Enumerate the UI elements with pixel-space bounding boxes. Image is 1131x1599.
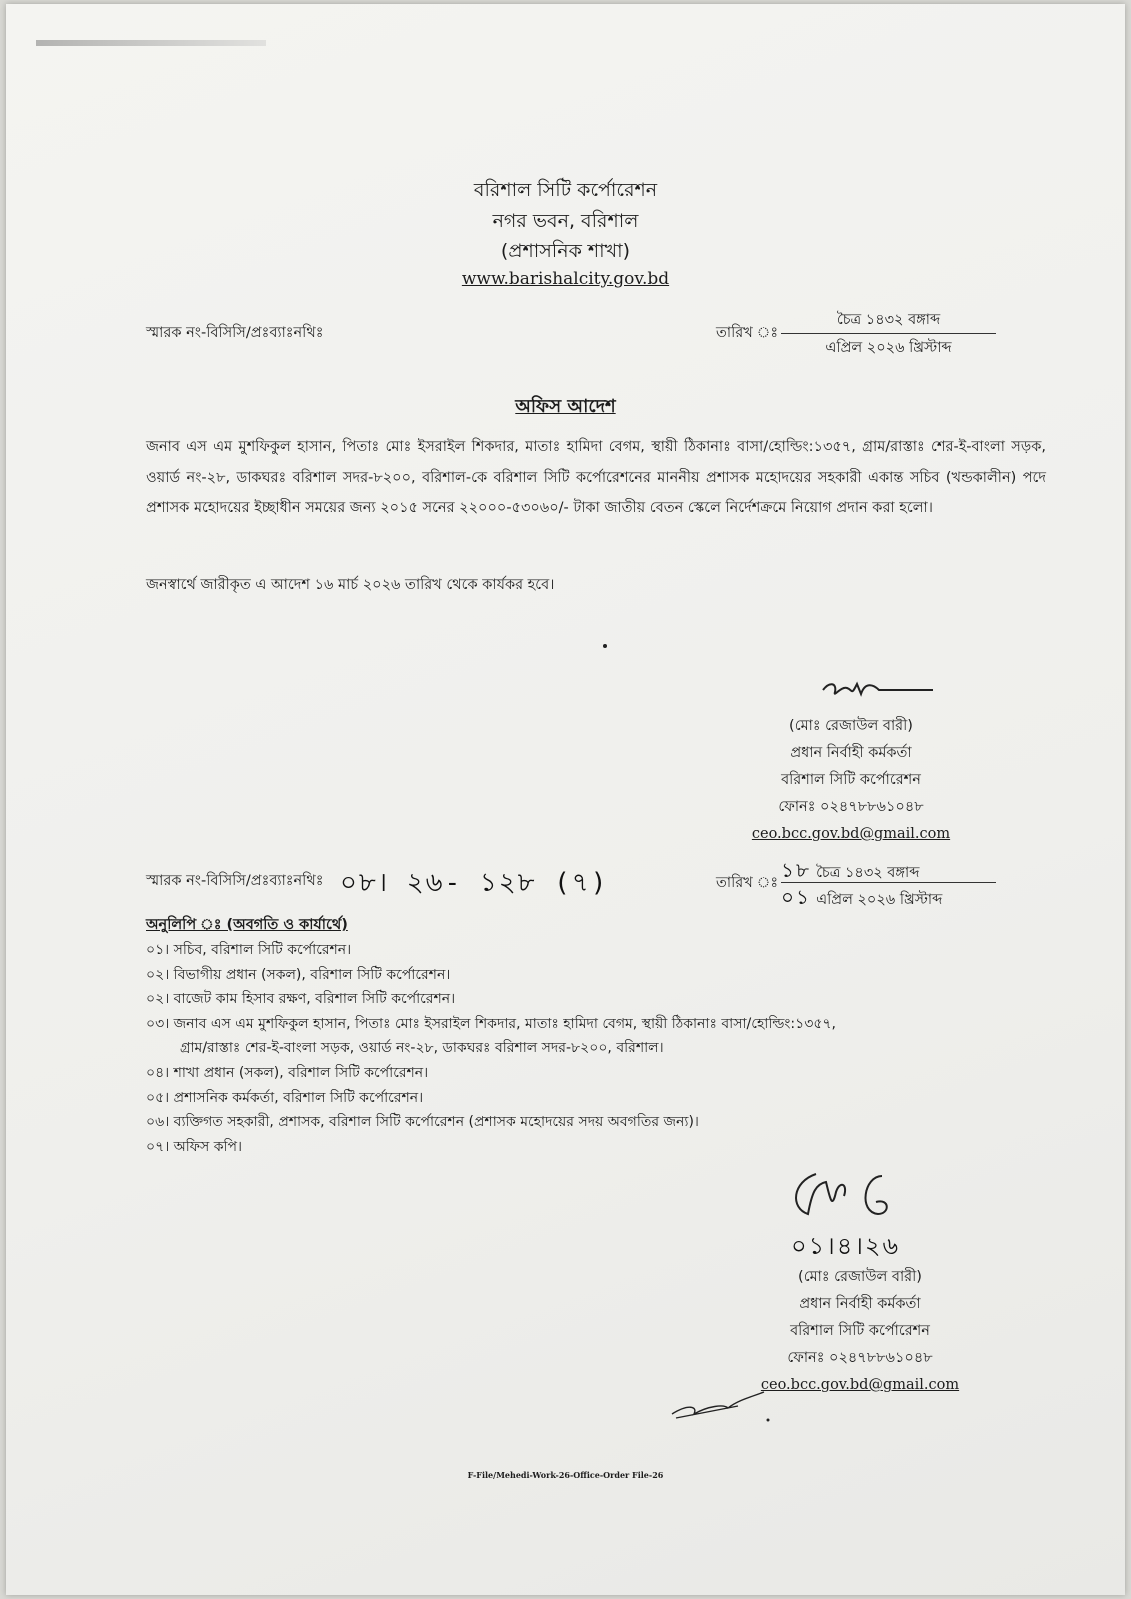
- signatory-email[interactable]: ceo.bcc.gov.bd@gmail.com: [751, 826, 951, 842]
- list-item: ০১। সচিব, বরিশাল সিটি কর্পোরেশন।: [146, 942, 352, 958]
- signatory-phone-2: ফোনঃ ০২৪৭৮৮৬১০৪৮: [787, 1350, 933, 1366]
- date-label: তারিখ ঃ: [716, 325, 779, 341]
- initials-scribble-icon: [668, 1384, 778, 1424]
- memo-ref-label: স্মারক নং-বিসিসি/প্রঃব্যাঃনথিঃ: [146, 325, 324, 341]
- signature-2-icon: [786, 1162, 916, 1232]
- date-block-2: [781, 856, 996, 916]
- list-item: ০২। বিভাগীয় প্রধান (সকল), বরিশাল সিটি কর্পোরেশন।: [146, 966, 451, 983]
- org-address: নগর ভবন, বরিশাল: [492, 210, 639, 232]
- list-item: ০৫। প্রশাসনিক কর্মকর্তা, বরিশাল সিটি কর্পোরেশন।: [146, 1089, 424, 1106]
- signatory-designation: প্রধান নির্বাহী কর্মকর্তা: [790, 745, 912, 761]
- signature-date-handwritten: ০১।৪।২৬: [791, 1232, 901, 1260]
- list-item: ০২। বাজেট কাম হিসাব রক্ষণ, বরিশাল সিটি কর্পোরেশন।: [146, 991, 456, 1008]
- order-paragraph-1: জনাব এস এম মুশফিকুল হাসান, পিতাঃ মোঃ ইসরাইল শিকদার, মাতাঃ হামিদা বেগম, স্থায়ী ঠিকানাঃ বাসা/হোল্ডিং:১৩৫৭, গ্রাম/রাস্তাঃ শের-ই-বাংলা সড়ক, ওয়ার্ড নং-২৮, ডাকঘরঃ বরিশাল সদর-৮২০০, বরিশাল-কে বরিশাল সিটি কর্পোরেশনের মাননীয় প্রশাসক মহোদয়ের সহকারী একান্ত সচিব (খন্ডকালীন) পদে প্রশাসক মহোদয়ের ইচ্ছাধীন সময়ের জন্য ২০১৫ সনের ২২০০০-৫৩০৬০/- টাকা জাতীয় বেতন স্কেলে নির্দেশক্রমে নিয়োগ প্রদান করা হলো।: [146, 439, 1046, 516]
- signature-1-icon: [821, 676, 941, 706]
- order-title: অফিস আদেশ: [515, 396, 616, 417]
- memo-ref-label-2: স্মারক নং-বিসিসি/প্রঃব্যাঃনথিঃ: [146, 873, 324, 889]
- ink-dot: [603, 644, 607, 648]
- scan-artifact: [36, 40, 266, 46]
- copies-heading: অনুলিপি ঃ (অবগতি ও কার্যার্থে): [146, 917, 348, 933]
- website-link[interactable]: www.barishalcity.gov.bd: [461, 269, 670, 289]
- signatory-designation-2: প্রধান নির্বাহী কর্মকর্তা: [799, 1296, 921, 1312]
- list-item-continuation: গ্রাম/রাস্তাঃ শের-ই-বাংলা সড়ক, ওয়ার্ড নং-২৮, ডাকঘরঃ বরিশাল সদর-৮২০০, বরিশাল।: [180, 1040, 664, 1057]
- signatory-name-2: (মোঃ রেজাউল বারী): [798, 1269, 922, 1285]
- list-item: ০৭। অফিস কপি।: [146, 1138, 243, 1155]
- signatory-block-2: [750, 1264, 970, 1399]
- date-english: এপ্রিল ২০২৬ খ্রিস্টাব্দ: [825, 340, 952, 356]
- date-block: [781, 309, 996, 361]
- list-item: ০৬। ব্যক্তিগত সহকারী, প্রশাসক, বরিশাল সিটি কর্পোরেশন (প্রশাসক মহোদয়ের সদয় অবগতির জন্য)।: [146, 1114, 699, 1131]
- list-item: ০৪। শাখা প্রধান (সকল), বরিশাল সিটি কর্পোরেশন।: [146, 1064, 429, 1081]
- file-reference-footer: F-File/Mehedi-Work-26-Office-Order File-26: [467, 1470, 664, 1480]
- branch-name: (প্রশাসনিক শাখা): [500, 240, 631, 262]
- date-day-bangla: ১৮: [781, 858, 811, 882]
- date-label-2: তারিখ ঃ: [716, 875, 779, 891]
- document-page: [6, 4, 1125, 1595]
- signatory-org: বরিশাল সিটি কর্পোরেশন: [781, 772, 921, 788]
- signatory-name: (মোঃ রেজাউল বারী): [789, 718, 913, 734]
- date-day-english: ০১: [781, 885, 811, 909]
- memo-ref-handwritten: ০৮। ২৬- ১২৮ (৭): [340, 868, 609, 898]
- signatory-email-2[interactable]: ceo.bcc.gov.bd@gmail.com: [760, 1377, 960, 1393]
- order-paragraph-2: জনস্বার্থে জারীকৃত এ আদেশ ১৬ মার্চ ২০২৬ তারিখ থেকে কার্যকর হবে।: [146, 577, 555, 593]
- list-item: ০৩। জনাব এস এম মুশফিকুল হাসান, পিতাঃ মোঃ ইসরাইল শিকদার, মাতাঃ হামিদা বেগম, স্থায়ী ঠিকানাঃ বাসা/হোল্ডিং:১৩৫৭,: [146, 1015, 836, 1032]
- org-name: বরিশাল সিটি কর্পোরেশন: [473, 179, 658, 201]
- signatory-org-2: বরিশাল সিটি কর্পোরেশন: [790, 1323, 930, 1339]
- date-bangla: চৈত্র ১৪৩২ বঙ্গাব্দ: [836, 312, 941, 328]
- signatory-block-1: [741, 713, 961, 848]
- copies-list: [146, 938, 1046, 1159]
- date-english-2: এপ্রিল ২০২৬ খ্রিস্টাব্দ: [816, 892, 943, 908]
- signatory-phone: ফোনঃ ০২৪৭৮৮৬১০৪৮: [778, 799, 924, 815]
- date-bangla-2: চৈত্র ১৪৩২ বঙ্গাব্দ: [816, 865, 920, 881]
